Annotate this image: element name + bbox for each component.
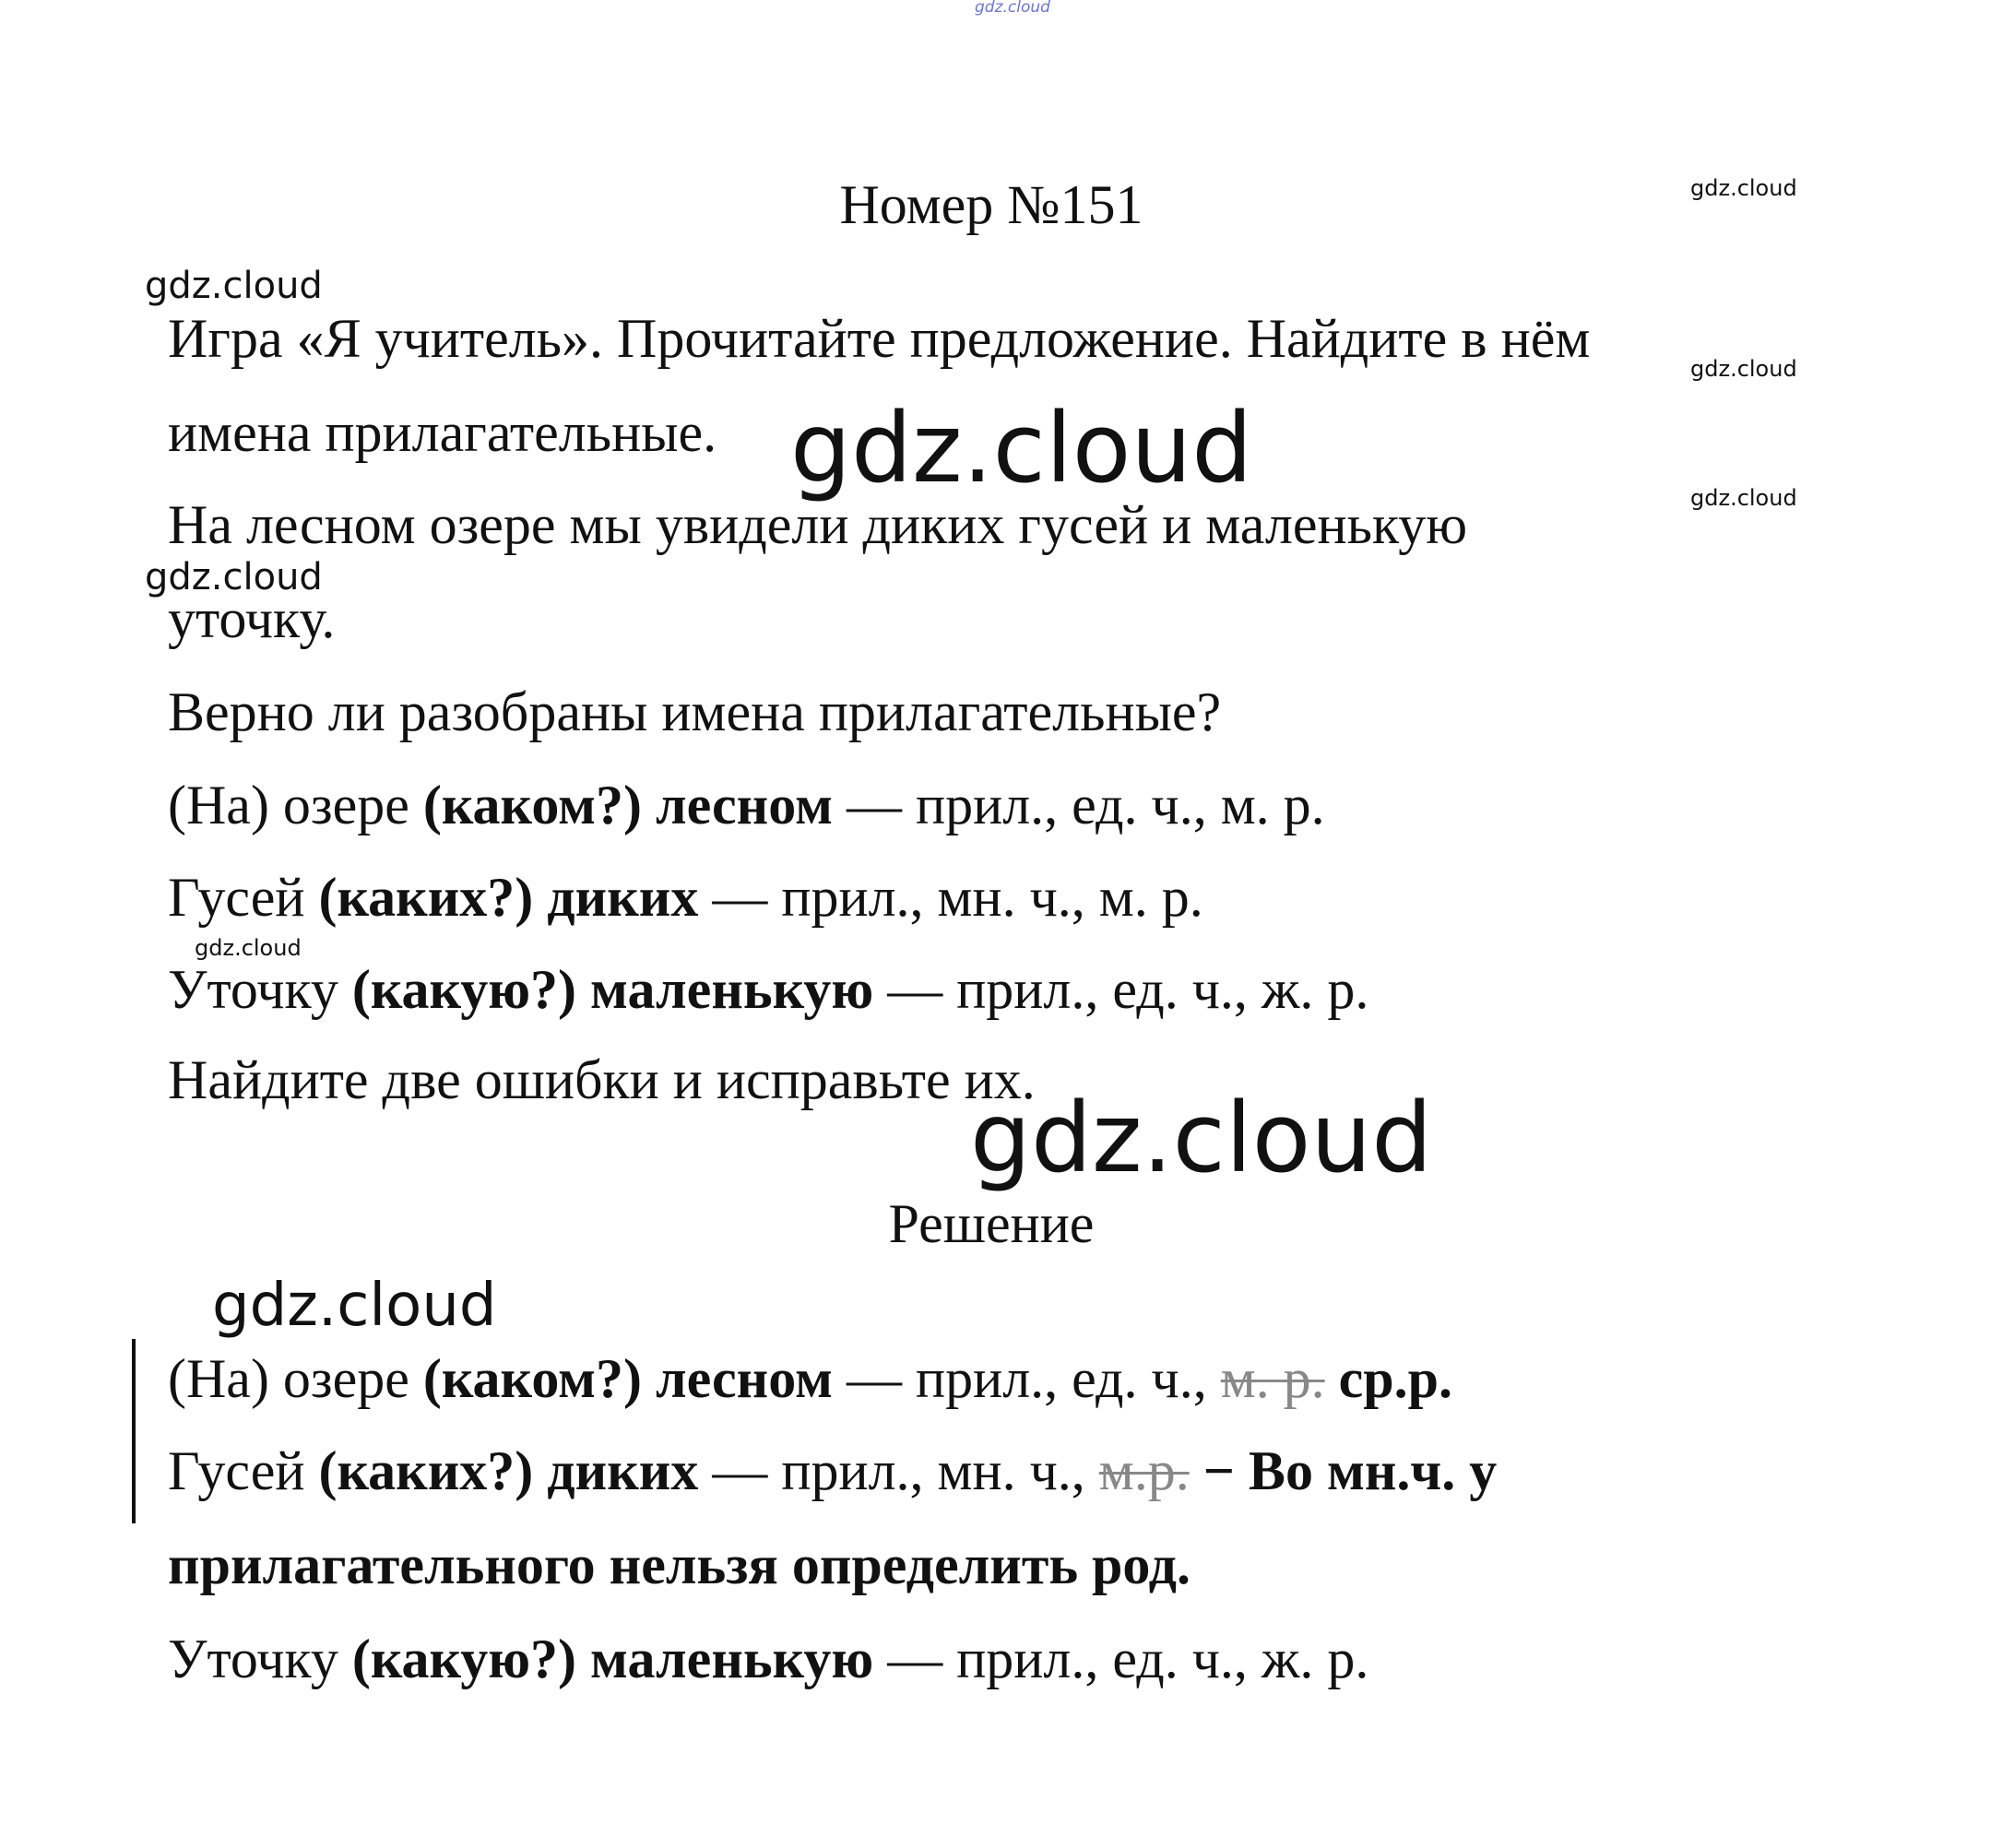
task-line: Игра «Я учитель». Прочитайте предложение. Найдите в нём <box>168 308 1591 369</box>
row-tail: — прил., мн. ч., <box>698 1440 1099 1501</box>
row-head: (На) озере <box>168 775 423 835</box>
watermark-top: gdz.cloud <box>975 0 1050 17</box>
solution-row <box>168 1439 1497 1503</box>
solution-row <box>168 1346 1452 1411</box>
row-head: Уточку <box>168 959 352 1020</box>
row-bold: (какую?) маленькую <box>351 1629 874 1689</box>
correction: прилагательного нельзя определить род. <box>168 1534 1191 1595</box>
task-line: уточку. <box>168 588 336 649</box>
task-line: Найдите две ошибки и исправьте их. <box>168 1049 1036 1110</box>
correction: − Во мн.ч. у <box>1189 1440 1498 1501</box>
row-tail: — прил., ед. ч., <box>832 1348 1221 1409</box>
row-tail: — прил., ед. ч., ж. р. <box>873 1629 1369 1689</box>
watermark-small: gdz.cloud <box>195 935 302 961</box>
watermark-medium: gdz.cloud <box>145 265 323 307</box>
row-bold: (каких?) диких <box>318 867 699 928</box>
watermark-large: gdz.cloud <box>970 1082 1433 1194</box>
watermark-small: gdz.cloud <box>1690 356 1797 382</box>
row-bold: (каком?) лесном <box>422 1348 833 1409</box>
row-bold: (каком?) лесном <box>422 775 833 835</box>
row-tail: — прил., ед. ч., ж. р. <box>873 959 1369 1020</box>
row-tail: — прил., мн. ч., м. р. <box>698 867 1203 928</box>
task-analysis-row <box>168 865 1203 930</box>
row-bold: (каких?) диких <box>318 1440 699 1501</box>
task-line: имена прилагательные. <box>168 402 717 463</box>
row-bold: (какую?) маленькую <box>351 959 874 1020</box>
watermark-small: gdz.cloud <box>1690 175 1797 201</box>
row-head: Гусей <box>168 867 319 928</box>
correction: ср.р. <box>1324 1348 1453 1409</box>
row-tail: — прил., ед. ч., м. р. <box>832 775 1325 835</box>
row-head: (На) озере <box>168 1348 423 1409</box>
task-analysis-row <box>168 957 1368 1022</box>
solution-row <box>168 1627 1368 1691</box>
struck-error: м.р. <box>1098 1440 1190 1501</box>
solution-row-continuation <box>168 1533 1191 1597</box>
watermark-large: gdz.cloud <box>790 392 1253 504</box>
watermark-medium: gdz.cloud <box>212 1272 497 1340</box>
solution-margin-bar <box>132 1339 136 1523</box>
struck-error: м. р. <box>1220 1348 1325 1409</box>
row-head: Уточку <box>168 1629 352 1689</box>
task-line: Верно ли разобраны имена прилагательные? <box>168 681 1222 742</box>
task-line: На лесном озере мы увидели диких гусей и маленькую <box>168 494 1468 555</box>
task-analysis-row <box>168 773 1325 837</box>
solution-heading: Решение <box>888 1193 1095 1254</box>
watermark-small: gdz.cloud <box>1690 485 1797 511</box>
page-title: Номер №151 <box>839 174 1143 235</box>
watermark-medium: gdz.cloud <box>145 556 323 598</box>
row-head: Гусей <box>168 1440 319 1501</box>
